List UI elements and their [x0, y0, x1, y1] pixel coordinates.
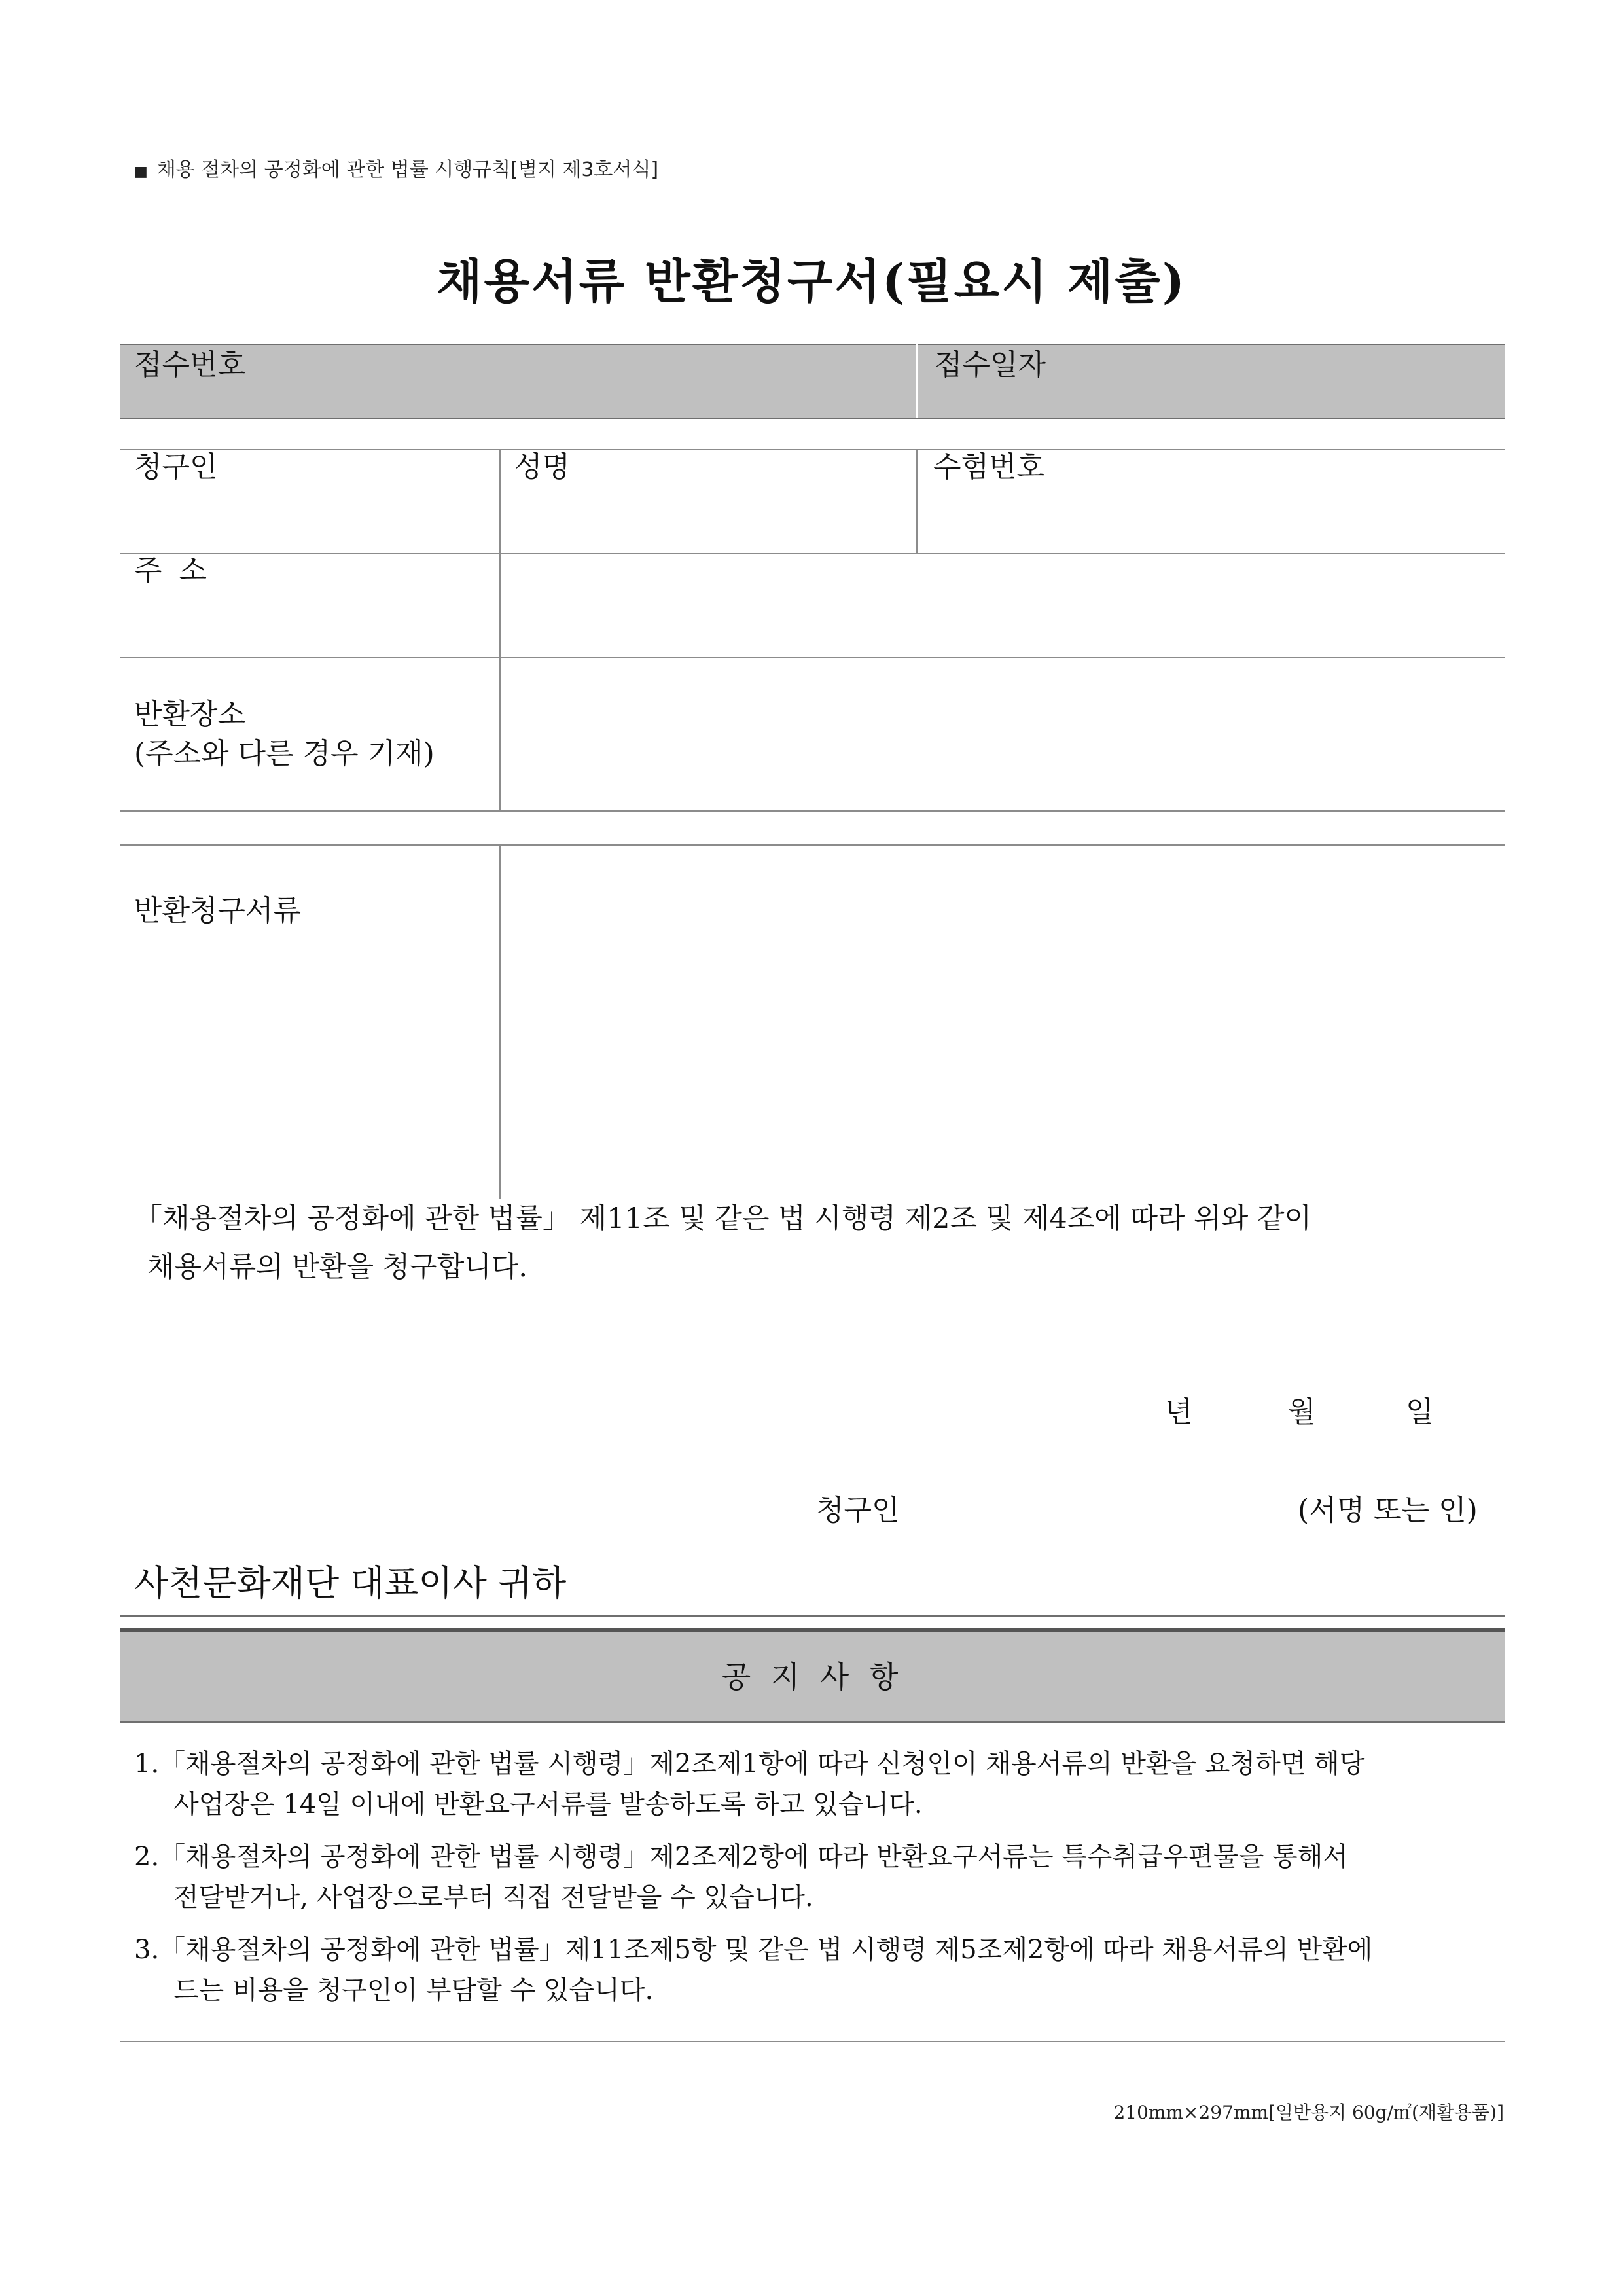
return-place-note: (주소와 다른 경우 기재) [134, 737, 435, 770]
return-place-label: 반환장소 [134, 698, 246, 731]
date-month: 월 [1288, 1395, 1316, 1429]
notice-item-number: 3. [134, 1935, 160, 1965]
notice-title: 공 지 사 항 [721, 1659, 904, 1695]
signature-hint: (서명 또는 인) [1298, 1494, 1478, 1527]
date-day: 일 [1406, 1395, 1434, 1429]
date-year: 년 [1165, 1395, 1193, 1429]
form-reference-text: 채용 절차의 공정화에 관한 법률 시행규칙[별지 제3호서식] [156, 158, 659, 181]
paper-spec-footer: 210mm×297mm[일반용지 60g/㎡(재활용품)] [1113, 2102, 1504, 2123]
documents-field[interactable] [501, 846, 1505, 1198]
return-place-field[interactable] [501, 658, 1505, 810]
notice-item-number: 2. [134, 1842, 160, 1872]
notice-item-text-cont: 드는 비용을 청구인이 부담할 수 있습니다. [173, 1975, 654, 2005]
signature-field[interactable] [916, 1486, 1283, 1535]
addressee: 사천문화재단 대표이사 귀하 [134, 1562, 567, 1604]
form-reference [134, 157, 658, 185]
name-field[interactable] [501, 450, 915, 552]
notice-item [134, 1929, 1372, 2011]
signature-label: 청구인 [816, 1494, 900, 1527]
notice-item-number: 1. [134, 1749, 160, 1779]
address-field[interactable] [501, 554, 1505, 656]
receipt-box [120, 345, 1505, 418]
page-title: 채용서류 반환청구서(필요시 제출) [437, 253, 1186, 309]
statement-line-2: 채용서류의 반환을 청구합니다. [147, 1251, 527, 1283]
notice-item-text-cont: 전달받거나, 사업장으로부터 직접 전달받을 수 있습니다. [173, 1882, 813, 1912]
notice-item [134, 1837, 1348, 1918]
exam-number-field-label: 수험번호 [933, 450, 1045, 484]
notice-item-text: 「채용절차의 공정화에 관한 법률」제11조제5항 및 같은 법 시행령 제5조제2항에 따라 채용서류의 반환에 [159, 1935, 1373, 1965]
notice-item-text: 「채용절차의 공정화에 관한 법률 시행령」제2조제1항에 따라 신청인이 채용서류의 반환을 요청하면 해당 [159, 1749, 1365, 1779]
statement-line-1: 「채용절차의 공정화에 관한 법률」 제11조 및 같은 법 시행령 제2조 및 제4조에 따라 위와 같이 [134, 1202, 1312, 1235]
exam-number-field[interactable] [918, 450, 1505, 552]
receipt-number-label: 접수번호 [134, 348, 246, 382]
address-label: 주 소 [134, 554, 211, 587]
notice-item-text: 「채용절차의 공정화에 관한 법률 시행령」제2조제2항에 따라 반환요구서류는 특수취급우편물을 통해서 [159, 1842, 1349, 1872]
bullet-square-icon: ■ [134, 164, 148, 180]
name-field-label: 성명 [514, 450, 571, 484]
documents-label: 반환청구서류 [134, 894, 302, 927]
notice-item-text-cont: 사업장은 14일 이내에 반환요구서류를 발송하도록 하고 있습니다. [173, 1789, 923, 1820]
notice-item [134, 1744, 1364, 1825]
claimant-label: 청구인 [134, 450, 218, 484]
receipt-date-label: 접수일자 [935, 348, 1046, 382]
